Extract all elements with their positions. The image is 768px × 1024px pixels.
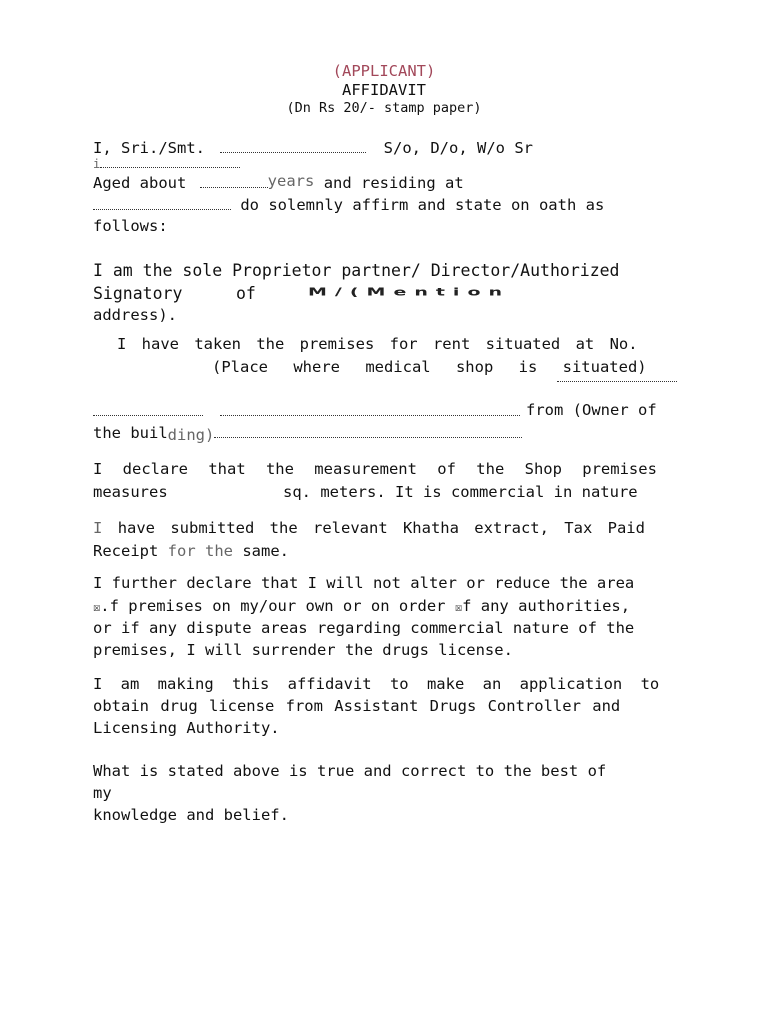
p5-line-2-b: f any authorities, bbox=[462, 597, 631, 615]
p1-of: of bbox=[236, 284, 256, 303]
p5-line-2 bbox=[93, 597, 630, 615]
same-label: same. bbox=[242, 542, 290, 560]
intro-line-5: follows: bbox=[93, 217, 168, 235]
box-glyph-2: ☒ bbox=[454, 600, 463, 614]
p3-line-1: I declare that the measurement of the Shop premises bbox=[93, 460, 657, 478]
affirm-text: do solemnly affirm and state on oath as bbox=[240, 195, 605, 214]
p7-line-2: my bbox=[93, 784, 112, 802]
p2-line-3 bbox=[93, 401, 520, 420]
document-title: AFFIDAVIT bbox=[342, 81, 426, 99]
box-glyph-1: ☒ bbox=[93, 600, 101, 614]
building-label: the buil bbox=[93, 423, 168, 442]
p5-line-4: premises, I will surrender the drugs license. bbox=[93, 641, 513, 659]
intro-line-4 bbox=[93, 195, 604, 214]
owner-label: from (Owner of bbox=[526, 401, 657, 419]
place-blank bbox=[557, 367, 677, 382]
p2-line-4 bbox=[93, 423, 522, 442]
p2-line-2: (Place where medical shop is situated) bbox=[212, 358, 647, 376]
p4-line-1 bbox=[93, 519, 645, 537]
p4-text: have submitted the relevant Khatha extract, Tax Paid bbox=[117, 519, 645, 537]
premises-blank-1 bbox=[93, 401, 203, 416]
p3-line-2 bbox=[93, 483, 168, 501]
p4-i: I bbox=[93, 519, 103, 537]
for-the: for the bbox=[167, 542, 233, 560]
p1-mention bbox=[308, 281, 510, 303]
aged-label: Aged about bbox=[93, 173, 187, 192]
p4-line-2 bbox=[93, 542, 289, 560]
p5-line-2-a: .f premises on my/our own or on order bbox=[100, 597, 446, 615]
p5-line-3: or if any dispute areas regarding commercial nature of the bbox=[93, 619, 635, 637]
p2-line-1: I have taken the premises for rent situated at No. bbox=[117, 335, 638, 353]
address-blank bbox=[93, 195, 231, 210]
p6-line-3: Licensing Authority. bbox=[93, 719, 280, 737]
p1-line-1: I am the sole Proprietor partner/ Director/Authorized bbox=[93, 261, 620, 280]
intro-line-2 bbox=[93, 156, 240, 171]
p1-line-3: address). bbox=[93, 306, 177, 324]
building-label-end: ding) bbox=[167, 425, 215, 444]
relation-name-start: i bbox=[93, 156, 101, 171]
firm-name-mention: M/(Mention bbox=[308, 285, 511, 299]
residing-label: and residing at bbox=[323, 173, 464, 192]
name-prefix: I, Sri./Smt. bbox=[93, 138, 205, 157]
intro-line-3 bbox=[93, 173, 464, 192]
relation-label: S/o, D/o, W/o Sr bbox=[383, 138, 533, 157]
p6-line-1: I am making this affidavit to make an application to bbox=[93, 675, 660, 693]
relation-blank bbox=[100, 156, 240, 168]
premises-blank-2 bbox=[220, 401, 520, 416]
p7-line-3: knowledge and belief. bbox=[93, 806, 289, 824]
p6-line-2: obtain drug license from Assistant Drugs Controller and bbox=[93, 697, 621, 715]
owner-blank bbox=[214, 423, 522, 438]
p1-line-2 bbox=[93, 284, 182, 303]
p3-line-2b: sq. meters. It is commercial in nature bbox=[283, 483, 638, 501]
document-subtitle: (Dn Rs 20/- stamp paper) bbox=[286, 100, 482, 116]
signatory-label: Signatory bbox=[93, 284, 183, 303]
p7-line-1: What is stated above is true and correct to the best of bbox=[93, 762, 607, 780]
intro-line-1 bbox=[93, 138, 533, 157]
applicant-label: (APPLICANT) bbox=[332, 62, 436, 80]
receipt-label: Receipt bbox=[93, 542, 159, 560]
age-blank bbox=[200, 173, 268, 188]
name-blank bbox=[220, 138, 366, 153]
measures-label: measures bbox=[93, 483, 168, 501]
years-label: years bbox=[267, 171, 315, 190]
p5-line-1: I further declare that I will not alter or reduce the area bbox=[93, 574, 635, 592]
